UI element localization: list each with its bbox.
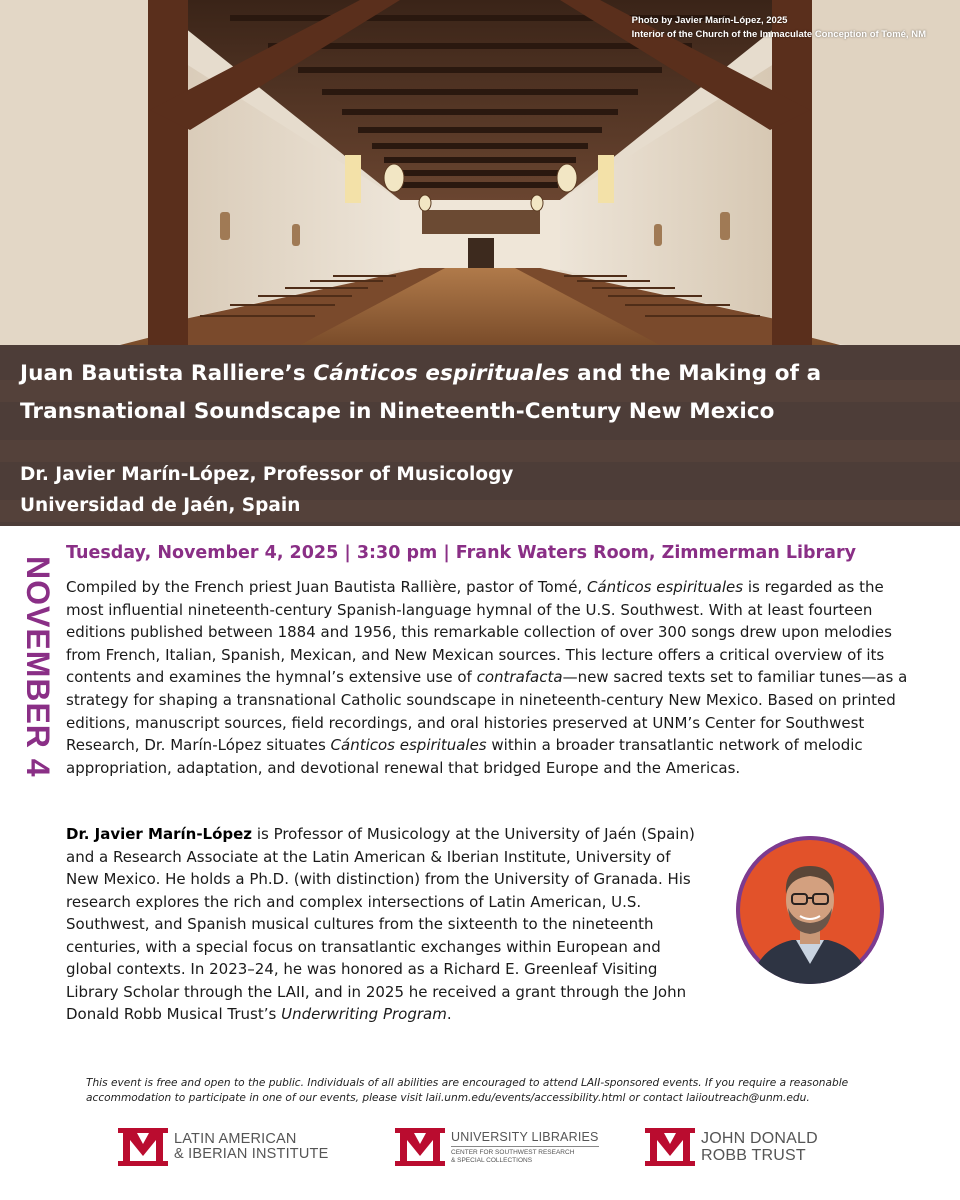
- speaker-portrait: [736, 836, 884, 984]
- accessibility-disclaimer: This event is free and open to the public. Individuals of all abilities are encouraged to attend LAII-sponsored events. If you require a reasonable accommodation to participate in one of our events, please visit laii.unm.edu/events/accessibility.html or contact laiioutreach@unm.edu.: [86, 1077, 849, 1104]
- speaker-bio-name: Dr. Javier Marín-López: [66, 825, 253, 843]
- unm-logo-mark: [118, 1128, 168, 1166]
- photo-credit-line2: Interior of the Church of the Immaculate Conception of Tomé, NM: [631, 29, 926, 40]
- speaker-affiliation: Universidad de Jaén, Spain: [20, 495, 301, 516]
- unm-logo-mark: [395, 1128, 445, 1166]
- logo-laii-text: LATIN AMERICAN & IBERIAN INSTITUTE: [174, 1131, 329, 1162]
- vertical-date: NOVEMBER 4: [20, 556, 56, 778]
- speaker-block: [20, 459, 920, 521]
- event-title-italic: Cánticos espirituales: [313, 361, 570, 386]
- hero-photo: [0, 0, 960, 526]
- photo-credit: [632, 14, 926, 42]
- event-date-time-location: Tuesday, November 4, 2025 | 3:30 pm | Frank Waters Room, Zimmerman Library: [66, 543, 857, 563]
- logo-latin-american-iberian-institute[interactable]: [118, 1124, 328, 1170]
- unm-logo-mark: [645, 1128, 695, 1166]
- logo-university-libraries[interactable]: [395, 1124, 599, 1170]
- photo-credit-line1: Photo by Javier Marín-López, 2025: [631, 15, 788, 26]
- logo-john-donald-robb-trust[interactable]: [645, 1124, 818, 1170]
- lecture-abstract: Compiled by the French priest Juan Bautista Rallière, pastor of Tomé, Cánticos espirituales is regarded as the most influential nineteenth-century Spanish-language hymnal of the U.S. Southwest. With at least fourteen editions published between 1884 and 1956, this remarkable collection of over 300 songs drew upon melodies from French, Italian, Spanish, Mexican, and New Mexican sources. This lecture offers a critical overview of its contents and examines the hymnal’s extensive use of contrafacta—new sacred texts set to familiar tunes—as a strategy for shaping a transnational Catholic soundscape in nineteenth-century New Mexico. Based on printed editions, manuscript sources, field recordings, and oral histories preserved at UNM’s Center for Southwest Research, Dr. Marín-López situates Cánticos espirituales within a broader transatlantic network of melodic appropriation, adaptation, and devotional renewal that bridged Europe and the Americas.: [66, 578, 908, 777]
- speaker-name-title: Dr. Javier Marín-López, Professor of Musicology: [20, 464, 514, 485]
- logo-robb-text: JOHN DONALD ROBB TRUST: [701, 1130, 818, 1164]
- event-title: Juan Bautista Ralliere’s Cánticos espirituales and the Making of a Transnational Soundscape in Nineteenth-Century New Mexico: [20, 361, 822, 424]
- logo-libraries-text: UNIVERSITY LIBRARIES CENTER FOR SOUTHWEST RESEARCH & SPECIAL COLLECTIONS: [451, 1130, 599, 1164]
- speaker-bio: Dr. Javier Marín-López is Professor of Musicology at the University of Jaén (Spain) and a Research Associate at the Latin American & Iberian Institute, University of New Mexico. He holds a Ph.D. (with distinction) from the University of Granada. His research explores the rich and complex intersections of Latin American, U.S. Southwest, and Spanish musical cultures from the sixteenth to the nineteenth centuries, with a special focus on transatlantic exchanges within European and global contexts. In 2023–24, he was honored as a Richard E. Greenleaf Visiting Library Scholar through the LAII, and in 2025 he received a grant through the John Donald Robb Musical Trust’s Underwriting Program.: [66, 825, 695, 1023]
